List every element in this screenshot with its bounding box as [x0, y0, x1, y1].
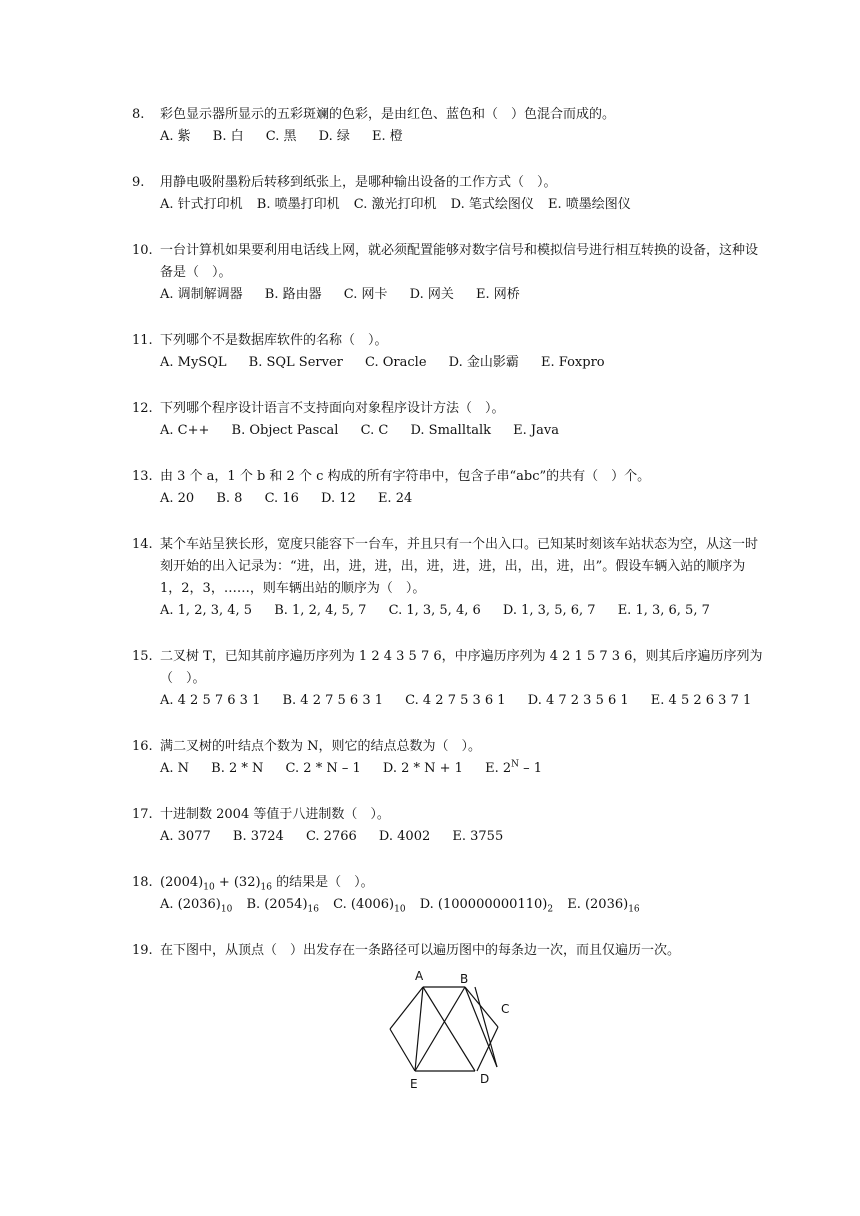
- question-14: [132, 534, 764, 622]
- options: [160, 600, 764, 622]
- options: [160, 352, 764, 374]
- options: [160, 826, 764, 848]
- graph-edges: [390, 987, 498, 1071]
- option-e: E. 24: [377, 491, 413, 506]
- option-c: C. C: [360, 423, 389, 438]
- option-c: C. Oracle: [365, 355, 427, 370]
- question-number: 10.: [132, 243, 153, 258]
- option-b: B. 3724: [232, 829, 284, 844]
- option-c: [333, 894, 405, 916]
- question-number: 17.: [132, 807, 153, 822]
- edge-a-d: [423, 987, 475, 1071]
- option-c: C. 4 2 7 5 3 6 1: [405, 693, 506, 708]
- option-d: D. 网关: [409, 287, 454, 302]
- option-a: A. C++: [160, 423, 210, 438]
- vertex-label-b: B: [460, 972, 469, 986]
- question-stem: 用静电吸附墨粉后转移到纸张上，是哪种输出设备的工作方式（ ）。: [160, 175, 557, 190]
- option-b-base: 16: [307, 904, 319, 915]
- question-stem: 在下图中，从顶点（ ）出发存在一条路径可以遍历图中的每条边一次，而且仅遍历一次。: [160, 943, 681, 958]
- option-d-base: 2: [547, 904, 554, 915]
- option-a: [160, 894, 232, 916]
- options: [160, 284, 764, 306]
- question-10: [132, 240, 764, 306]
- options: [160, 690, 764, 712]
- question-11: [132, 330, 764, 374]
- edge-left-e: [390, 1029, 415, 1071]
- option-d: D. 12: [321, 491, 356, 506]
- option-b: B. 白: [212, 129, 244, 144]
- option-e: E. 4 5 2 6 3 7 1: [650, 693, 752, 708]
- option-e: E. 网桥: [476, 287, 520, 302]
- option-b: B. Object Pascal: [231, 423, 339, 438]
- edge-b-c: [465, 987, 498, 1027]
- question-number: 18.: [132, 875, 153, 890]
- edge-b-d: [465, 987, 497, 1067]
- option-c: C. 2 * N – 1: [285, 761, 361, 776]
- option-d: D. 金山影霸: [448, 355, 519, 370]
- question-number: 9.: [132, 175, 145, 190]
- graph-figure: [385, 965, 515, 1095]
- option-d: D. 绿: [318, 129, 350, 144]
- option-c: C. 激光打印机: [353, 197, 437, 212]
- options: [160, 488, 764, 510]
- option-a-base: 10: [220, 904, 233, 915]
- option-c: C. 网卡: [343, 287, 388, 302]
- question-13: [132, 466, 764, 510]
- question-stem: 十进制数 2004 等值于八进制数（ ）。: [160, 807, 390, 822]
- option-c: C. 2766: [305, 829, 357, 844]
- option-d: D. 2 * N + 1: [382, 761, 463, 776]
- option-b: B. 2 * N: [211, 761, 264, 776]
- option-d: D. 4 7 2 3 5 6 1: [527, 693, 629, 708]
- question-number: 11.: [132, 333, 153, 348]
- options: [160, 758, 764, 780]
- question-stem: 由 3 个 a，1 个 b 和 2 个 c 构成的所有字符串中，包含子串“abc”的共有（ ）个。: [160, 469, 651, 484]
- option-e: [567, 894, 639, 916]
- option-a: A. 3077: [160, 829, 211, 844]
- option-b: B. 喷墨打印机: [256, 197, 340, 212]
- question-17: [132, 804, 764, 848]
- option-e-value: E. (2036): [567, 897, 629, 912]
- option-a: A. 1, 2, 3, 4, 5: [160, 603, 253, 618]
- option-a: A. 调制解调器: [160, 287, 243, 302]
- question-stem: 满二叉树的叶结点个数为 N，则它的结点总数为（ ）。: [160, 739, 482, 754]
- option-b: B. SQL Server: [248, 355, 343, 370]
- question-stem: 一台计算机如果要利用电话线上网，就必须配置能够对数字信号和模拟信号进行相互转换的设备，这种设备是（ ）。: [160, 243, 759, 280]
- option-a: A. N: [160, 761, 190, 776]
- question-12: [132, 398, 764, 442]
- option-c: C. 16: [264, 491, 299, 506]
- option-b: B. 8: [216, 491, 243, 506]
- question-stem: 下列哪个程序设计语言不支持面向对象程序设计方法（ ）。: [160, 401, 505, 416]
- vertex-label-c: C: [501, 1002, 510, 1016]
- question-15: [132, 646, 764, 712]
- option-d: D. 4002: [378, 829, 431, 844]
- question-number: 19.: [132, 943, 153, 958]
- stem-part-a: (2004): [160, 875, 204, 890]
- question-stem: [160, 872, 764, 894]
- options: [160, 894, 764, 916]
- question-number: 8.: [132, 107, 145, 122]
- edge-a-left: [390, 987, 423, 1029]
- question-number: 13.: [132, 469, 153, 484]
- option-e: [485, 758, 542, 780]
- option-e: E. 1, 3, 6, 5, 7: [617, 603, 710, 618]
- option-d: D. 1, 3, 5, 6, 7: [502, 603, 596, 618]
- option-a-value: A. (2036): [160, 897, 221, 912]
- stem-subscript-a: 10: [203, 882, 215, 893]
- option-a: A. MySQL: [160, 355, 227, 370]
- option-c: C. 黑: [265, 129, 297, 144]
- edge-b-e: [415, 987, 465, 1071]
- option-c-value: C. (4006): [333, 897, 395, 912]
- question-9: [132, 172, 764, 216]
- option-d: D. Smalltalk: [410, 423, 491, 438]
- option-e: E. Java: [513, 423, 559, 438]
- stem-part-b: + (32): [214, 875, 261, 890]
- vertex-label-a: A: [415, 969, 424, 983]
- option-b-value: B. (2054): [246, 897, 308, 912]
- vertex-label-e: E: [410, 1077, 418, 1091]
- option-e-suffix: – 1: [519, 761, 543, 776]
- option-e-base: E. 2: [485, 761, 512, 776]
- option-e-exponent: N: [511, 759, 520, 770]
- question-stem: 彩色显示器所显示的五彩斑斓的色彩，是由红色、蓝色和（ ）色混合而成的。: [160, 107, 616, 122]
- option-e-base: 16: [628, 904, 640, 915]
- options: [160, 194, 764, 216]
- option-b: [246, 894, 319, 916]
- option-b: B. 4 2 7 5 6 3 1: [282, 693, 383, 708]
- option-a: A. 4 2 5 7 6 3 1: [160, 693, 261, 708]
- question-8: [132, 104, 764, 148]
- question-number: 16.: [132, 739, 153, 754]
- question-stem: 某个车站呈狭长形，宽度只能容下一台车，并且只有一个出入口。已知某时刻该车站状态为空，从这一时刻开始的出入记录为：“进，出，进，进，出，进，进，进，出，出，进，出”。假设车辆入站的顺序为 1，2，3，……，则车辆出站的顺序为（ ）。: [160, 537, 759, 596]
- option-b: B. 路由器: [264, 287, 322, 302]
- vertex-label-d: D: [480, 1072, 490, 1086]
- option-e: E. 喷墨绘图仪: [548, 197, 631, 212]
- option-c-base: 10: [394, 904, 406, 915]
- option-a: A. 紫: [160, 129, 191, 144]
- question-stem: 二叉树 T，已知其前序遍历序列为 1 2 4 3 5 7 6，中序遍历序列为 4 2 1 5 7 3 6，则其后序遍历序列为（ ）。: [160, 649, 763, 686]
- option-a: A. 针式打印机: [160, 197, 243, 212]
- edge-b-d-2: [475, 987, 497, 1067]
- question-18: [132, 872, 764, 916]
- option-e: E. 橙: [372, 129, 403, 144]
- option-a: A. 20: [160, 491, 195, 506]
- question-number: 15.: [132, 649, 153, 664]
- option-c: C. 1, 3, 5, 4, 6: [388, 603, 481, 618]
- question-number: 12.: [132, 401, 153, 416]
- option-d: D. 笔式绘图仪: [450, 197, 534, 212]
- option-e: E. 3755: [452, 829, 504, 844]
- question-16: [132, 736, 764, 780]
- option-b: B. 1, 2, 4, 5, 7: [274, 603, 367, 618]
- option-d: [420, 894, 553, 916]
- option-d-value: D. (100000000110): [419, 897, 548, 912]
- option-e: E. Foxpro: [541, 355, 605, 370]
- question-stem: 下列哪个不是数据库软件的名称（ ）。: [160, 333, 388, 348]
- stem-subscript-b: 16: [260, 882, 272, 893]
- question-number: 14.: [132, 537, 153, 552]
- stem-part-c: 的结果是（ ）。: [271, 875, 374, 890]
- edge-a-e: [415, 987, 423, 1071]
- question-19: [132, 940, 764, 962]
- options: [160, 126, 764, 148]
- options: [160, 420, 764, 442]
